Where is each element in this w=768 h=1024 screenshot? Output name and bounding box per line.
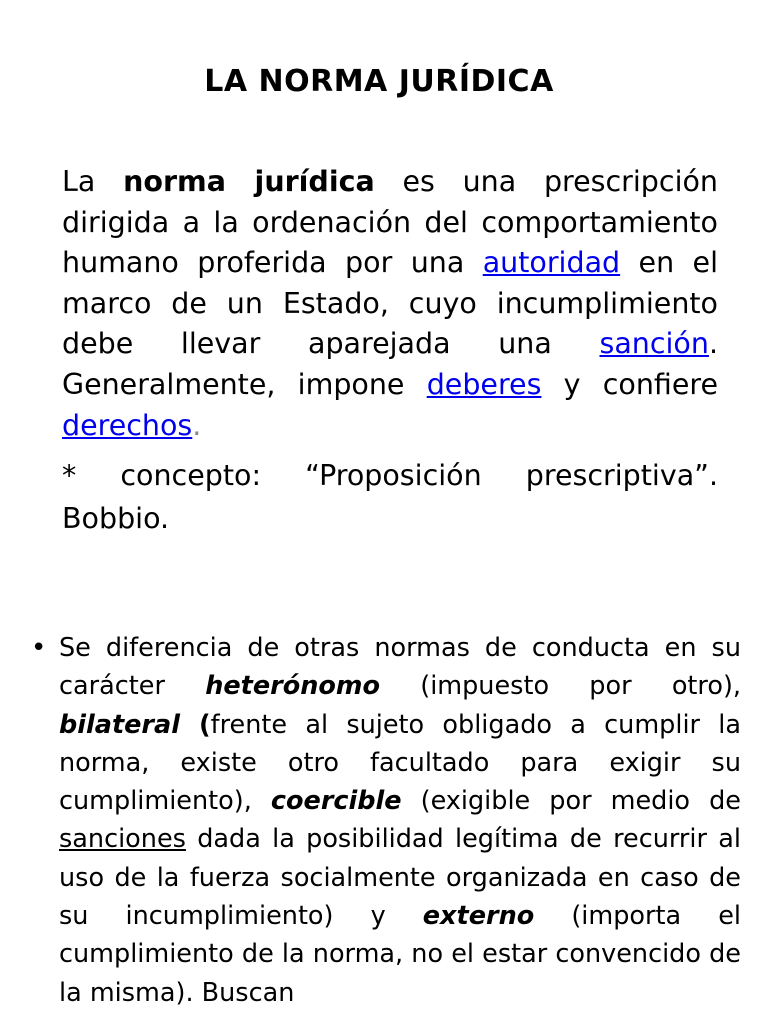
term-sanciones: sanciones	[59, 824, 186, 855]
link-derechos[interactable]: derechos	[62, 408, 193, 442]
intro-text: La	[62, 165, 124, 198]
bullet-segment: frente al sujeto obligado a cumplir la norma, existe otro facultado para exigir su cumplimiento),	[59, 709, 741, 817]
page-title: LA NORMA JURÍDICA	[204, 64, 554, 99]
link-sancion[interactable]: sanción	[599, 327, 709, 361]
intro-text: es una prescripción dirigida a la ordenación del comportamiento humano proferida por una	[62, 165, 718, 280]
link-autoridad[interactable]: autoridad	[482, 246, 621, 280]
bold-paren: (	[179, 709, 211, 740]
intro-text: y confiere	[541, 367, 718, 401]
intro-paragraph	[62, 162, 718, 446]
term-heteronomo: heterónomo	[205, 671, 380, 702]
bullet-text	[59, 629, 741, 1012]
bullet-segment: dada la posibilidad legítima de recurrir al uso de la fuerza socialmente organizada en caso de su incumplimiento) y	[59, 824, 741, 932]
bullet-segment: (exigible por medio de	[401, 786, 741, 817]
term-externo: externo	[422, 901, 535, 932]
term-coercible: coercible	[270, 786, 402, 817]
intro-text: en el marco de un Estado, cuyo incumplimiento debe llevar aparejada una	[62, 246, 718, 361]
intro-text: . Generalmente, impone	[62, 327, 718, 401]
concept-line: * concepto: “Proposición prescriptiva”. Bobbio.	[62, 459, 718, 535]
bullet-segment: Se diferencia de otras normas de conducta en su carácter	[59, 633, 741, 702]
term-bilateral: bilateral	[59, 709, 180, 740]
intro-bold-term: norma jurídica	[123, 165, 375, 198]
bullet-segment: (importa el cumplimiento de la norma, no el estar convencido de la misma). Buscan	[59, 901, 741, 1008]
bullet-icon: •	[31, 633, 47, 663]
link-deberes[interactable]: deberes	[426, 367, 542, 401]
bullet-segment: (impuesto por otro),	[380, 671, 741, 702]
intro-period: .	[192, 408, 202, 442]
